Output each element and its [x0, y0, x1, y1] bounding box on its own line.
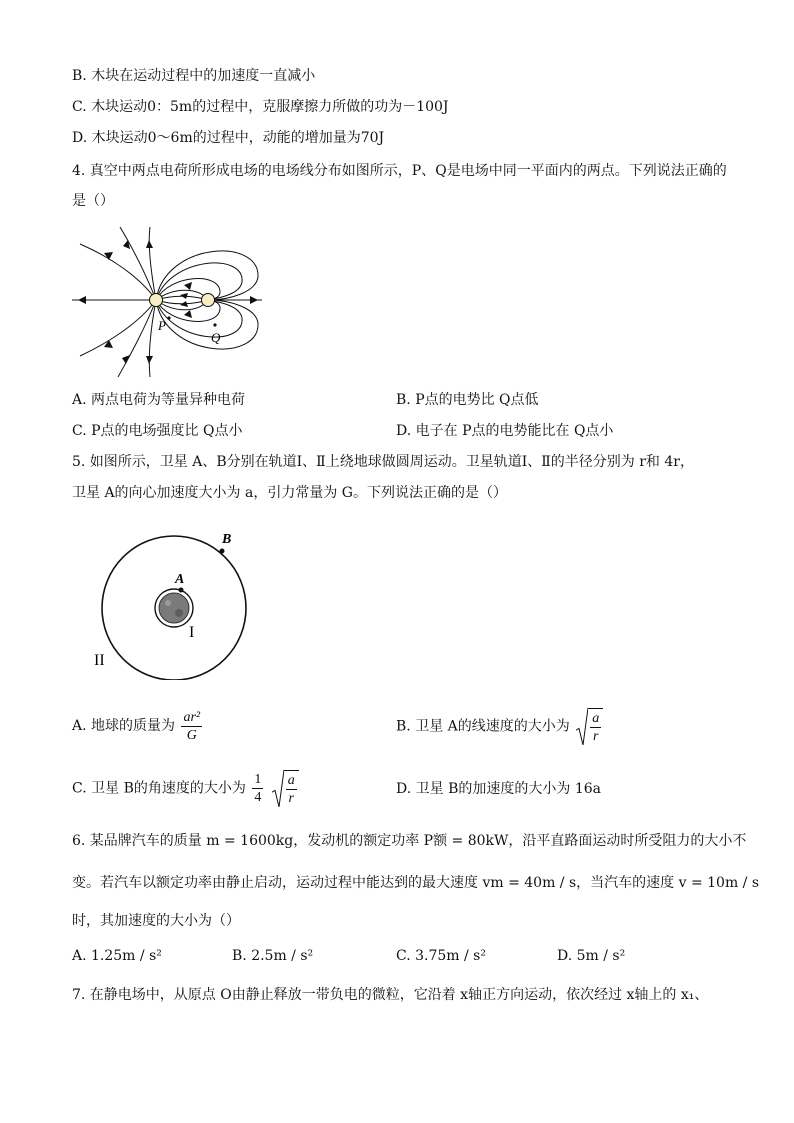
sqrt-symbol-icon — [272, 770, 284, 807]
q5-option-d: D. 卫星 B的加速度的大小为 16a — [396, 781, 601, 797]
q4-stem-line2: 是（） — [72, 193, 114, 209]
fraction-one-quarter — [252, 771, 263, 806]
fraction-ar2-over-g — [181, 709, 202, 744]
label-orbit-1: I — [189, 624, 195, 641]
q5-option-c — [72, 770, 299, 807]
fraction-denominator: G — [186, 727, 197, 743]
q3-option-d: D. 木块运动0～6m的过程中，动能的增加量为70J — [72, 130, 385, 146]
radicand-numerator: a — [287, 772, 295, 788]
satellite-orbits-figure — [88, 528, 258, 680]
label-a: A — [175, 572, 185, 587]
q4-option-c: C. P点的电场强度比 Q点小 — [72, 423, 243, 439]
label-orbit-2: II — [94, 652, 105, 669]
sqrt-a-over-r — [576, 708, 603, 745]
label-p: P — [158, 318, 166, 333]
q6-stem-line1: 6. 某品牌汽车的质量 m = 1600kg，发动机的额定功率 P额 = 80kW，沿平直路面运动时所受阻力的大小不 — [72, 833, 747, 849]
sqrt-symbol-icon — [576, 708, 588, 745]
q5-option-c-prefix: C. 卫星 B的角速度的大小为 — [72, 780, 246, 797]
q6-stem-line3: 时，其加速度的大小为（） — [72, 913, 240, 929]
radicand-denominator: r — [592, 728, 599, 744]
q5-option-b-prefix: B. 卫星 A的线速度的大小为 — [396, 718, 570, 735]
q4-option-b: B. P点的电势比 Q点低 — [396, 392, 539, 408]
q5-stem-line2: 卫星 A的向心加速度大小为 a，引力常量为 G。下列说法正确的是（） — [72, 485, 507, 501]
coef-numerator: 1 — [254, 772, 262, 787]
q6-stem-line2: 变。若汽车以额定功率由静止启动，运动过程中能达到的最大速度 vm = 40m / s，当汽车的速度 v = 10m / s — [72, 875, 760, 891]
radicand-denominator: r — [288, 790, 294, 806]
q7-stem-line1: 7. 在静电场中，从原点 O由静止释放一带负电的微粒，它沿着 x轴正方向运动，依次经过 x轴上的 x₁、 — [72, 987, 709, 1003]
q5-option-b — [396, 708, 603, 745]
radicand-numerator: a — [592, 710, 600, 726]
label-q: Q — [211, 330, 221, 345]
fraction-numerator: ar² — [183, 709, 201, 725]
q5-option-a-prefix: A. 地球的质量为 — [72, 718, 176, 734]
q3-option-b: B. 木块在运动过程中的加速度一直减小 — [72, 68, 316, 84]
q4-option-d: D. 电子在 P点的电势能比在 Q点小 — [396, 423, 614, 439]
sqrt-a-over-r-c — [272, 770, 299, 807]
q5-stem-line1: 5. 如图所示，卫星 A、B分别在轨道Ⅰ、Ⅱ上绕地球做圆周运动。卫星轨道Ⅰ、Ⅱ的半径分别为 r和 4r， — [72, 454, 694, 470]
q4-option-a: A. 两点电荷为等量异种电荷 — [72, 392, 246, 408]
q6-option-a: A. 1.25m / s² — [72, 948, 162, 964]
q4-stem-line1: 4. 真空中两点电荷所形成电场的电场线分布如图所示，P、Q是电场中同一平面内的两点。下列说法正确的 — [72, 163, 727, 179]
electric-field-lines-figure — [70, 222, 266, 382]
label-b: B — [222, 532, 232, 547]
q5-option-a — [72, 708, 204, 744]
q6-option-c: C. 3.75m / s² — [396, 948, 486, 964]
q6-option-b: B. 2.5m / s² — [232, 948, 314, 964]
coef-denominator: 4 — [254, 790, 262, 805]
q6-option-d: D. 5m / s² — [557, 948, 626, 964]
q3-option-c: C. 木块运动0：5m的过程中，克服摩擦力所做的功为－100J — [72, 99, 449, 115]
